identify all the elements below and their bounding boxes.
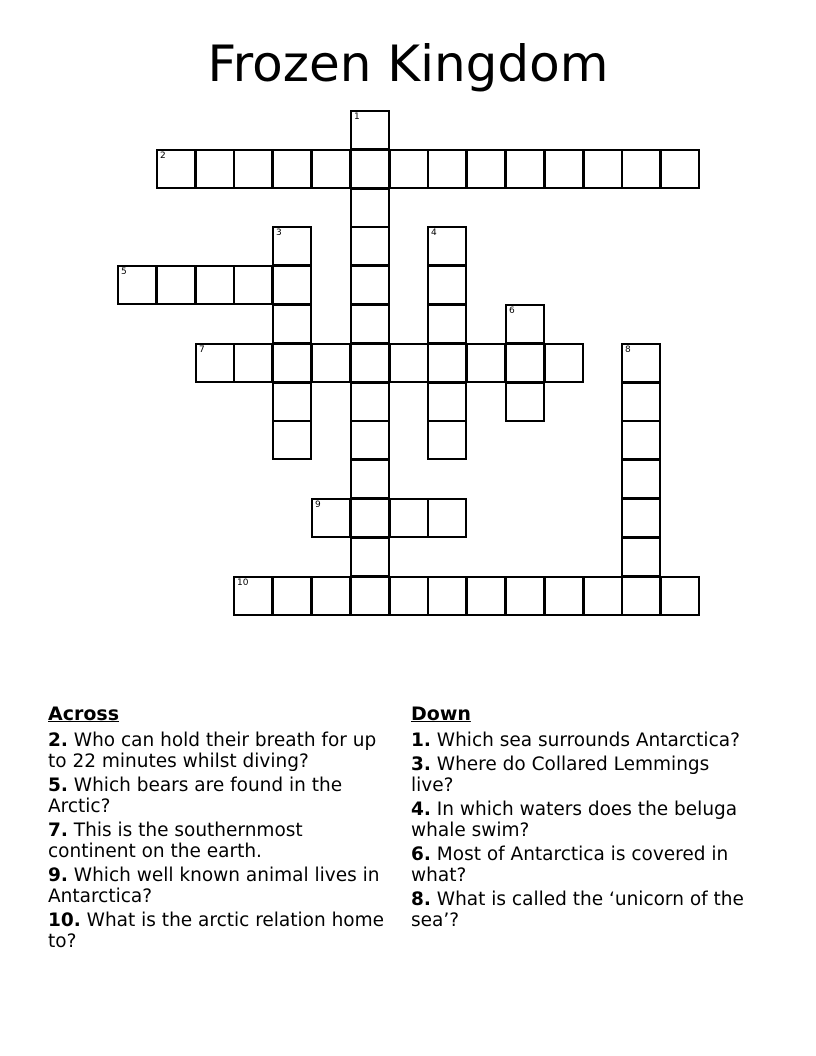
cell-number: 3: [276, 228, 282, 238]
grid-cell[interactable]: [505, 382, 545, 422]
grid-cell[interactable]: [427, 382, 467, 422]
grid-cell[interactable]: [195, 265, 235, 305]
grid-cell[interactable]: [350, 304, 390, 344]
grid-cell[interactable]: [350, 110, 390, 150]
clue-text: This is the southernmost continent on the earth.: [48, 820, 303, 862]
clue-number: 1.: [411, 730, 431, 751]
clue-number: 9.: [48, 865, 68, 886]
cell-number: 2: [160, 151, 166, 161]
grid-cell[interactable]: [389, 343, 429, 383]
grid-cell[interactable]: [389, 576, 429, 616]
clue-number: 2.: [48, 730, 68, 751]
grid-cell[interactable]: [350, 537, 390, 577]
grid-cell[interactable]: [660, 149, 700, 189]
grid-cell[interactable]: [621, 459, 661, 499]
grid-cell[interactable]: [427, 576, 467, 616]
grid-cell[interactable]: [350, 498, 390, 538]
clue-number: 6.: [411, 844, 431, 865]
grid-cell[interactable]: [505, 576, 545, 616]
grid-cell[interactable]: [621, 498, 661, 538]
clue-text: In which waters does the beluga whale swim?: [411, 799, 738, 841]
grid-cell[interactable]: [233, 576, 273, 616]
grid-cell[interactable]: [427, 149, 467, 189]
grid-cell[interactable]: [233, 265, 273, 305]
down-clues: [411, 702, 756, 934]
across-clues: [48, 702, 393, 955]
grid-cell[interactable]: [350, 459, 390, 499]
across-clue: [48, 865, 393, 907]
clue-number: 4.: [411, 799, 431, 820]
cell-number: 10: [237, 578, 249, 588]
grid-cell[interactable]: [350, 149, 390, 189]
grid-cell[interactable]: [660, 576, 700, 616]
grid-cell[interactable]: [544, 149, 584, 189]
grid-cell[interactable]: [272, 149, 312, 189]
grid-cell[interactable]: [233, 343, 273, 383]
grid-cell[interactable]: [427, 343, 467, 383]
grid-cell[interactable]: [350, 343, 390, 383]
grid-cell[interactable]: [311, 576, 351, 616]
grid-cell[interactable]: [195, 343, 235, 383]
grid-cell[interactable]: [156, 265, 196, 305]
clue-number: 7.: [48, 820, 68, 841]
across-clue: [48, 820, 393, 862]
grid-cell[interactable]: [427, 420, 467, 460]
clue-text: What is called the ‘unicorn of the sea’?: [411, 889, 744, 931]
across-heading: Across: [48, 703, 120, 725]
grid-cell[interactable]: [156, 149, 196, 189]
grid-cell[interactable]: [621, 149, 661, 189]
grid-cell[interactable]: [466, 576, 506, 616]
grid-cell[interactable]: [350, 576, 390, 616]
grid-cell[interactable]: [621, 537, 661, 577]
grid-cell[interactable]: [621, 576, 661, 616]
down-clue: [411, 889, 756, 931]
grid-cell[interactable]: [350, 188, 390, 228]
grid-cell[interactable]: [544, 576, 584, 616]
across-clue: [48, 730, 393, 772]
puzzle-title: Frozen Kingdom: [207, 35, 609, 93]
clue-text: Who can hold their breath for up to 22 minutes whilst diving?: [48, 730, 377, 772]
cell-number: 4: [431, 228, 437, 238]
grid-cell[interactable]: [195, 149, 235, 189]
grid-cell[interactable]: [272, 343, 312, 383]
clue-number: 3.: [411, 754, 431, 775]
grid-cell[interactable]: [583, 149, 623, 189]
grid-cell[interactable]: [544, 343, 584, 383]
grid-cell[interactable]: [583, 576, 623, 616]
grid-cell[interactable]: [272, 382, 312, 422]
grid-cell[interactable]: [621, 382, 661, 422]
cell-number: 6: [509, 306, 515, 316]
clue-number: 10.: [48, 910, 81, 931]
grid-cell[interactable]: [350, 226, 390, 266]
clue-number: 8.: [411, 889, 431, 910]
grid-cell[interactable]: [272, 420, 312, 460]
clue-text: Which well known animal lives in Antarctica?: [48, 865, 380, 907]
grid-cell[interactable]: [621, 420, 661, 460]
clue-text: What is the arctic relation home to?: [48, 910, 385, 952]
grid-cell[interactable]: [117, 265, 157, 305]
across-clue: [48, 775, 393, 817]
cell-number: 5: [121, 267, 127, 277]
down-clue: [411, 799, 756, 841]
grid-cell[interactable]: [427, 304, 467, 344]
down-clue: [411, 844, 756, 886]
grid-cell[interactable]: [505, 149, 545, 189]
grid-cell[interactable]: [427, 265, 467, 305]
grid-cell[interactable]: [389, 149, 429, 189]
cell-number: 8: [625, 345, 631, 355]
grid-cell[interactable]: [272, 576, 312, 616]
grid-cell[interactable]: [389, 498, 429, 538]
grid-cell[interactable]: [311, 498, 351, 538]
clue-text: Most of Antarctica is covered in what?: [411, 844, 729, 886]
grid-cell[interactable]: [311, 343, 351, 383]
grid-cell[interactable]: [272, 226, 312, 266]
grid-cell[interactable]: [466, 149, 506, 189]
clue-text: Where do Collared Lemmings live?: [411, 754, 710, 796]
grid-cell[interactable]: [311, 149, 351, 189]
grid-cell[interactable]: [350, 420, 390, 460]
grid-cell[interactable]: [621, 343, 661, 383]
cell-number: 9: [315, 500, 321, 510]
grid-cell[interactable]: [427, 498, 467, 538]
grid-cell[interactable]: [272, 265, 312, 305]
grid-cell[interactable]: [505, 304, 545, 344]
across-clue: [48, 910, 393, 952]
grid-cell[interactable]: [350, 265, 390, 305]
cell-number: 1: [354, 112, 360, 122]
down-clue: [411, 754, 756, 796]
cell-number: 7: [199, 345, 205, 355]
grid-cell[interactable]: [350, 382, 390, 422]
clue-number: 5.: [48, 775, 68, 796]
clue-text: Which sea surrounds Antarctica?: [430, 730, 740, 751]
down-heading: Down: [411, 703, 471, 725]
grid-cell[interactable]: [233, 149, 273, 189]
grid-cell[interactable]: [505, 343, 545, 383]
grid-cell[interactable]: [272, 304, 312, 344]
clue-text: Which bears are found in the Arctic?: [48, 775, 343, 817]
grid-cell[interactable]: [427, 226, 467, 266]
down-clue: [411, 730, 756, 751]
grid-cell[interactable]: [466, 343, 506, 383]
